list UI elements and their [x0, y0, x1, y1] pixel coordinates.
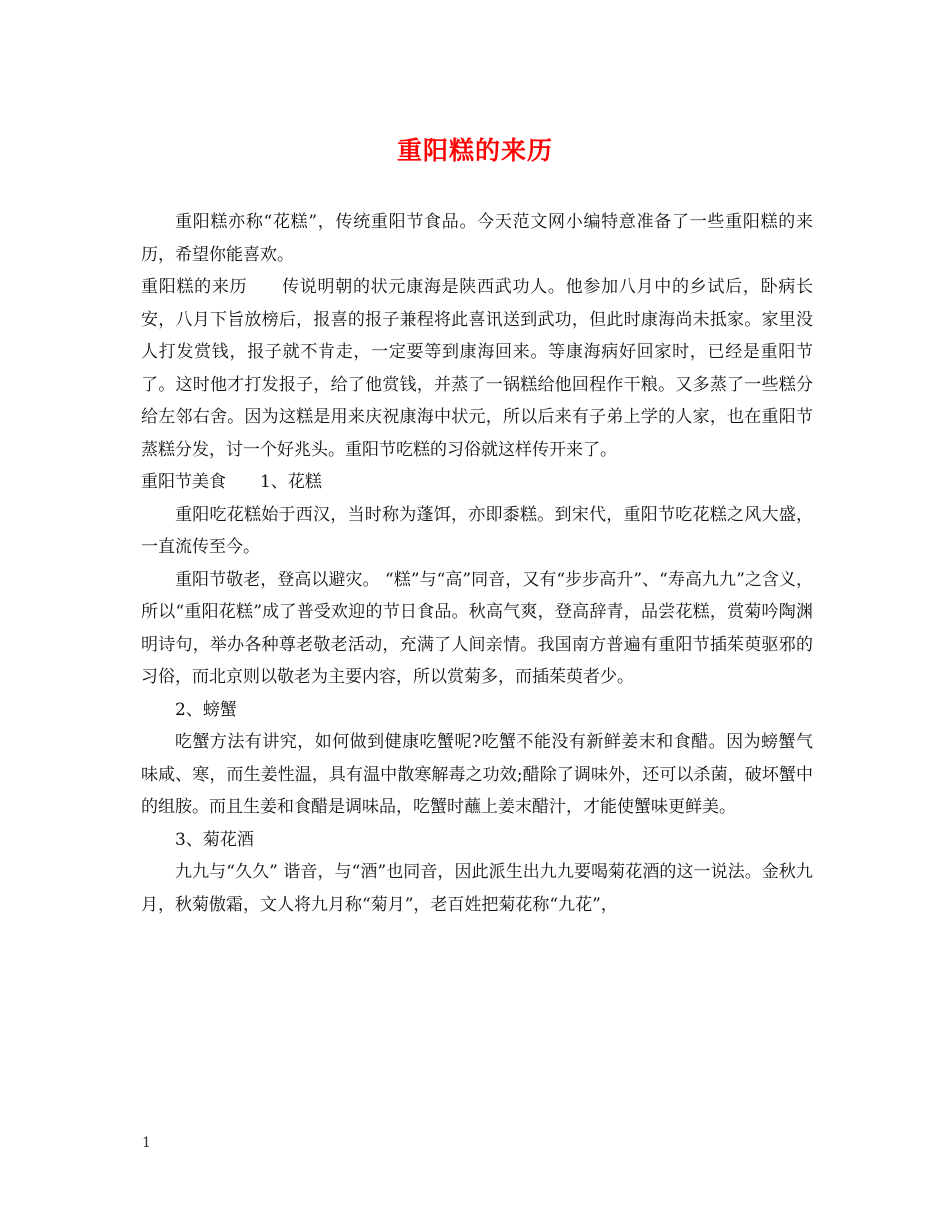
section-food-heading — [141, 466, 813, 499]
intro-paragraph: 重阳糕亦称“花糕”，传统重阳节食品。今天范文网小编特意准备了一些重阳糕的来历，希望你能喜欢。 — [141, 212, 813, 265]
crab-paragraph: 吃蟹方法有讲究，如何做到健康吃蟹呢?吃蟹不能没有新鲜姜末和食醋。因为螃蟹气味咸、寒，而生姜性温，具有温中散寒解毒之功效;醋除了调味外，还可以杀菌，破坏蟹中的组胺。而且生姜和食醋是调味品，吃蟹时蘸上姜末醋汁，才能使蟹味更鲜美。 — [141, 732, 813, 817]
section-origin-paragraph — [141, 271, 813, 466]
flower-cake-paragraph-2: 重阳节敬老，登高以避灾。 “糕”与“高”同音，又有“步步高升”、“寿高九九”之含义，所以“重阳花糕”成了普受欢迎的节日食品。秋高气爽，登高辞青，品尝花糕，赏菊吟陶渊明诗句，举办各种尊老敬老活动，充满了人间亲情。我国南方普遍有重阳节插茱萸驱邪的习俗，而北京则以敬老为主要内容，所以赏菊多，而插茱萸者少。 — [141, 569, 813, 687]
chrysanthemum-wine-paragraph: 九九与“久久” 谐音，与“酒”也同音，因此派生出九九要喝菊花酒的这一说法。金秋九月，秋菊傲霜，文人将九月称“菊月”，老百姓把菊花称“九花”， — [141, 862, 813, 915]
subheading-crab: 2、螃蟹 — [175, 699, 237, 720]
page-number: 1 — [142, 1135, 151, 1151]
page-title: 重阳糕的来历 — [396, 136, 553, 165]
section-food-label: 重阳节美食 — [141, 472, 226, 492]
flower-cake-paragraph-1: 重阳吃花糕始于西汉，当时称为蓬饵，亦即黍糕。到宋代，重阳节吃花糕之风大盛，一直流传至今。 — [141, 504, 813, 557]
subheading-chrysanthemum-wine: 3、菊花酒 — [175, 829, 254, 850]
document-body — [141, 206, 813, 921]
section-origin-text: 传说明朝的状元康海是陕西武功人。他参加八月中的乡试后，卧病长安，八月下旨放榜后，报喜的报子兼程将此喜讯送到武功，但此时康海尚未抵家。家里没人打发赏钱，报子就不肯走，一定要等到康海回来。等康海病好回家时，已经是重阳节了。这时他才打发报子，给了他赏钱，并蒸了一锅糕给他回程作干粮。又多蒸了一些糕分给左邻右舍。因为这糕是用来庆祝康海中状元，所以后来有子弟上学的人家，也在重阳节蒸糕分发，讨一个好兆头。重阳节吃糕的习俗就这样传开来了。 — [141, 277, 814, 460]
subheading-flower-cake: 1、花糕 — [260, 472, 322, 492]
section-origin-label: 重阳糕的来历 — [141, 277, 248, 297]
